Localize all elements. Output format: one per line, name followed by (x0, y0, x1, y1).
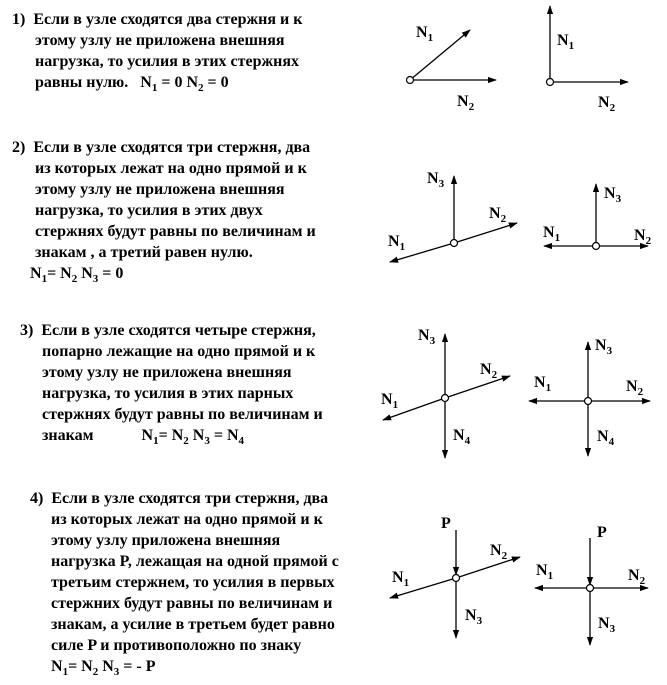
label-n2: $N_2$ (489, 205, 507, 225)
diagram-1a (407, 24, 497, 113)
label-n2: $N_2$ (490, 542, 508, 562)
rule-formula: $N_1= N_2$ $N_3$ = - P (51, 658, 156, 679)
rule-text-line: третьим стержнем, то усилия в первых (51, 574, 335, 591)
rule-text-line: нагрузка, то усилия в этих двух (35, 202, 263, 219)
label-n2: $N_2$ (634, 227, 652, 247)
diagram-2b (543, 184, 652, 250)
rule-text-line: знакам , а третий равен нулю. (35, 244, 253, 261)
rule-text-line: нагрузка, то усилия в этих стержнях (35, 53, 299, 70)
rule-text-line: знакам, а усилие в третьем будет равно (51, 616, 335, 633)
label-p: P (441, 515, 451, 532)
rule-number: 3) (20, 322, 34, 339)
label-n3: $N_3$ (418, 327, 436, 347)
node-circle (407, 77, 414, 84)
label-n1: $N_1$ (536, 562, 554, 582)
label-n3: $N_3$ (598, 615, 616, 635)
rule-text-line: из которых лежат на одно прямой и к (51, 511, 323, 528)
rule-text-line: Если в узле сходятся три стержня, два (33, 139, 311, 156)
label-n3: $N_3$ (595, 337, 613, 357)
rule-text-line: попарно лежащие на одно прямой и к (42, 343, 316, 360)
label-n1: $N_1$ (543, 224, 561, 244)
label-n2: $N_2$ (480, 361, 498, 381)
diagram-2a (388, 170, 517, 262)
rule-text-line: стержних будут равны по величинам и (51, 595, 333, 612)
rule-formula: $N_1= N_2$ $N_3 = 0$ (30, 265, 124, 286)
rule-formula: $N_1= N_2$ $N_3 = N_4$ (141, 427, 244, 448)
label-n1: $N_1$ (388, 233, 406, 253)
label-n1: $N_1$ (534, 374, 552, 394)
diagram-4b (535, 524, 648, 645)
label-n2: $N_2$ (626, 378, 644, 398)
member-n2-arrow (454, 223, 517, 243)
rule-text-line: нагрузка P, лежащая на одной прямой с (51, 553, 339, 570)
node-circle (451, 240, 458, 247)
rule-number: 4) (30, 490, 44, 507)
node-circle (593, 243, 600, 250)
node-circle (453, 575, 460, 582)
diagram-3a (381, 327, 510, 458)
diagram-4a (390, 515, 520, 638)
node-circle (442, 395, 449, 402)
label-n1: $N_1$ (416, 24, 434, 44)
label-n4: $N_4$ (597, 428, 615, 448)
label-n3: $N_3$ (427, 170, 445, 190)
node-circle (547, 79, 554, 86)
rule-formula: $N_1 = 0$ $N_2 = 0$ (140, 74, 229, 95)
rule-number: 1) (12, 11, 26, 28)
rule-text-line: равны нулю. (35, 74, 129, 91)
rule-text-line: из которых лежат на одно прямой и к (35, 160, 307, 177)
label-n3: $N_3$ (604, 185, 622, 205)
label-n2: $N_2$ (628, 567, 646, 587)
label-n3: $N_3$ (465, 607, 483, 627)
rule-text-line: знакам (42, 427, 94, 444)
label-n1: $N_1$ (381, 391, 399, 411)
rule-number: 2) (12, 139, 26, 156)
member-n2-arrow (445, 376, 510, 398)
rule-text-line: этому узлу не приложена внешняя (35, 181, 285, 198)
rule-text-line: этому узлу не приложена внешняя (42, 364, 292, 381)
node-circle (585, 398, 592, 405)
rule-text-line: Если в узле сходятся три стержня, два (51, 490, 329, 507)
node-circle (587, 585, 594, 592)
diagram-3b (529, 337, 650, 456)
label-n2: $N_2$ (457, 93, 475, 113)
rule-text-line: Если в узле сходятся четыре стержня, (41, 322, 316, 339)
label-n2: $N_2$ (598, 94, 616, 114)
rule-text-line: этому узлу не приложена внешняя (35, 32, 285, 49)
rule-text-line: силе P и противоположно по знаку (51, 637, 302, 654)
rule-text-line: нагрузка, то усилия в этих парных (42, 385, 294, 402)
label-n4: $N_4$ (453, 427, 471, 447)
rule-text-line: стержнях будут равны по величинам и (35, 223, 316, 240)
rule-text-line: Если в узле сходятся два стержня и к (33, 11, 303, 28)
label-p: P (597, 524, 607, 541)
rule-text-line: стержнях будут равны по величинам и (42, 406, 323, 423)
diagram-1b (547, 6, 629, 114)
member-n2-arrow (456, 557, 520, 578)
label-n1: $N_1$ (557, 32, 575, 52)
rule-text-line: этому узлу приложена внешняя (51, 532, 281, 549)
label-n1: $N_1$ (392, 569, 410, 589)
